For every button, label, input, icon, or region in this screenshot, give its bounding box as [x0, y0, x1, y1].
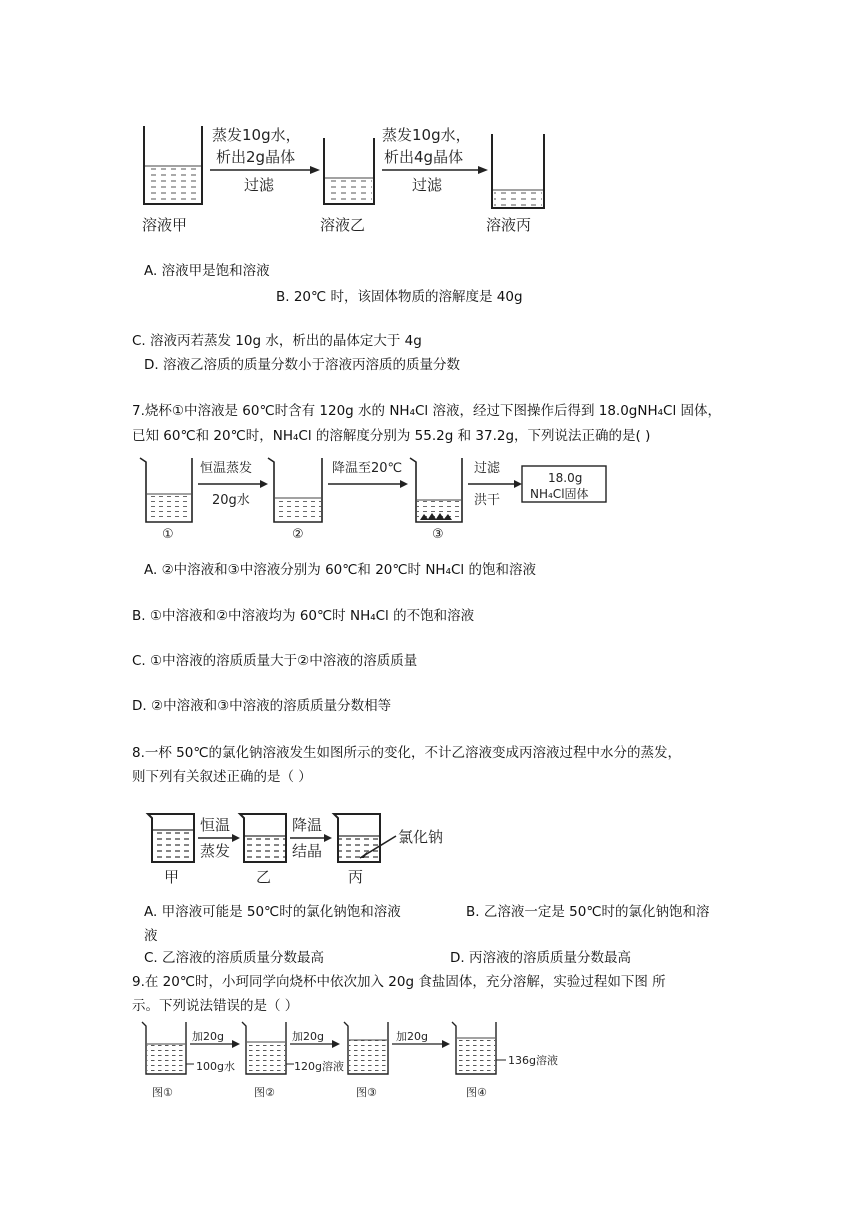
beaker-1: [140, 458, 192, 522]
q6-step1-bot: 过滤: [244, 176, 275, 194]
q8-figure: [138, 806, 458, 886]
q9-arrow3-head: [442, 1040, 450, 1048]
q7-arrow1-head: [260, 480, 268, 488]
q8-step1-bot: 蒸发: [200, 842, 231, 860]
beaker-jia-8: [148, 814, 194, 862]
q9-beaker-4: [452, 1022, 506, 1074]
q6-option-c: C. 溶液丙若蒸发 10g 水，析出的晶体定大于 4g: [132, 333, 422, 349]
q9-label-1: 图①: [152, 1086, 173, 1099]
q8-step2-top: 降温: [292, 816, 323, 834]
q6-step2-bot: 过滤: [412, 176, 443, 194]
q6-option-a: A. 溶液甲是饱和溶液: [144, 263, 270, 279]
q8-stem-line1: 8.一杯 50℃的氯化钠溶液发生如图所示的变化，不计乙溶液变成丙溶液过程中水分的蒸发，: [132, 745, 682, 761]
beaker-yi-8: [240, 814, 286, 862]
q8-label-jia: 甲: [164, 868, 180, 886]
q8-stem-line2: 则下列有关叙述正确的是（ ）: [132, 769, 312, 785]
q6-label-yi: 溶液乙: [320, 216, 366, 234]
q9-label-4: 图④: [466, 1086, 487, 1099]
q7-figure: [134, 454, 614, 542]
q8-option-a-line1: A. 甲溶液可能是 50℃时的氯化钠饱和溶液: [144, 904, 401, 920]
q8-step1-top: 恒温: [200, 816, 231, 834]
q7-stem-line2: 已知 60℃和 20℃时，NH₄Cl 的溶解度分别为 55.2g 和 37.2g，下列说法正确的是( ): [132, 428, 651, 444]
q9-stem-line2: 示。下列说法错误的是（ ）: [132, 998, 299, 1014]
q7-step1-top: 恒温蒸发: [200, 461, 253, 476]
q8-option-c: C. 乙溶液的溶质质量分数最高: [144, 950, 325, 966]
q7-arrow2-head: [400, 480, 408, 488]
q6-option-b: B. 20℃ 时，该固体物质的溶解度是 40g: [276, 289, 523, 305]
q9-label-3: 图③: [356, 1086, 377, 1099]
q8-label-yi: 乙: [256, 868, 272, 886]
q7-label-2: ②: [292, 527, 304, 542]
q9-beaker-1: [142, 1022, 194, 1074]
q6-label-jia: 溶液甲: [142, 216, 188, 234]
q9-mass2: 120g溶液: [294, 1060, 344, 1073]
q7-box-line1: 18.0g: [548, 471, 583, 485]
q9-mass4: 136g溶液: [508, 1054, 558, 1067]
q9-beaker-2: [242, 1022, 294, 1074]
q8-step2-bot: 结晶: [292, 842, 323, 860]
q9-label-2: 图②: [254, 1086, 275, 1099]
q6-step1-mid: 析出2g晶体: [216, 148, 296, 166]
q7-option-c: C. ①中溶液的溶质质量大于②中溶液的溶质质量: [132, 653, 418, 669]
q9-figure: [136, 1018, 566, 1102]
q9-add1: 加20g: [192, 1030, 224, 1043]
beaker-jia: [144, 126, 202, 204]
q8-option-a-line2: 液: [144, 928, 158, 944]
q8-arrow2-head: [324, 834, 332, 842]
q8-pointer-label: 氯化钠: [398, 828, 444, 846]
q9-stem-line1: 9.在 20℃时，小珂同学向烧杯中依次加入 20g 食盐固体，充分溶解，实验过程如下图 所: [132, 974, 666, 990]
q7-step1-bot: 20g水: [212, 493, 250, 508]
q7-box-line2: NH₄Cl固体: [530, 487, 589, 501]
beaker-3: [410, 458, 462, 522]
q7-stem-line1: 7.烧杯①中溶液是 60℃时含有 120g 水的 NH₄Cl 溶液，经过下图操作后得到 18.0gNH₄Cl 固体，: [132, 403, 722, 419]
q8-label-bing: 丙: [348, 868, 364, 886]
q6-step1-top: 蒸发10g水，: [212, 126, 301, 144]
q7-step3-bot: 洪干: [474, 493, 501, 508]
q6-label-bing: 溶液丙: [486, 216, 532, 234]
q6-step2-mid: 析出4g晶体: [384, 148, 464, 166]
q7-arrow3-head: [514, 480, 522, 488]
arrow-step1: [210, 166, 320, 174]
beaker-yi: [324, 138, 374, 204]
q9-arrow2-head: [332, 1040, 340, 1048]
q7-label-3: ③: [432, 527, 444, 542]
q8-option-d: D. 丙溶液的溶质质量分数最高: [450, 950, 631, 966]
q9-add2: 加20g: [292, 1030, 324, 1043]
q7-step2-top: 降温至20℃: [332, 461, 403, 476]
beaker-2: [268, 458, 322, 522]
beaker-bing-8: [334, 814, 380, 862]
q7-label-1: ①: [162, 527, 174, 542]
q9-arrow1-head: [232, 1040, 240, 1048]
q6-option-d: D. 溶液乙溶质的质量分数小于溶液丙溶质的质量分数: [144, 357, 460, 373]
q9-add3: 加20g: [396, 1030, 428, 1043]
q8-option-b: B. 乙溶液一定是 50℃时的氯化钠饱和溶: [466, 904, 710, 920]
q7-option-a: A. ②中溶液和③中溶液分别为 60℃和 20℃时 NH₄Cl 的饱和溶液: [144, 562, 536, 578]
q8-arrow1-head: [232, 834, 240, 842]
q6-step2-top: 蒸发10g水，: [382, 126, 471, 144]
q9-mass1: 100g水: [196, 1060, 235, 1073]
q6-figure: [130, 118, 560, 248]
arrow-step2: [382, 166, 488, 174]
beaker-bing: [492, 134, 544, 208]
q7-option-d: D. ②中溶液和③中溶液的溶质质量分数相等: [132, 698, 392, 714]
q7-step3-top: 过滤: [474, 461, 501, 476]
q9-beaker-3: [344, 1022, 388, 1074]
q7-option-b: B. ①中溶液和②中溶液均为 60℃时 NH₄Cl 的不饱和溶液: [132, 608, 475, 624]
